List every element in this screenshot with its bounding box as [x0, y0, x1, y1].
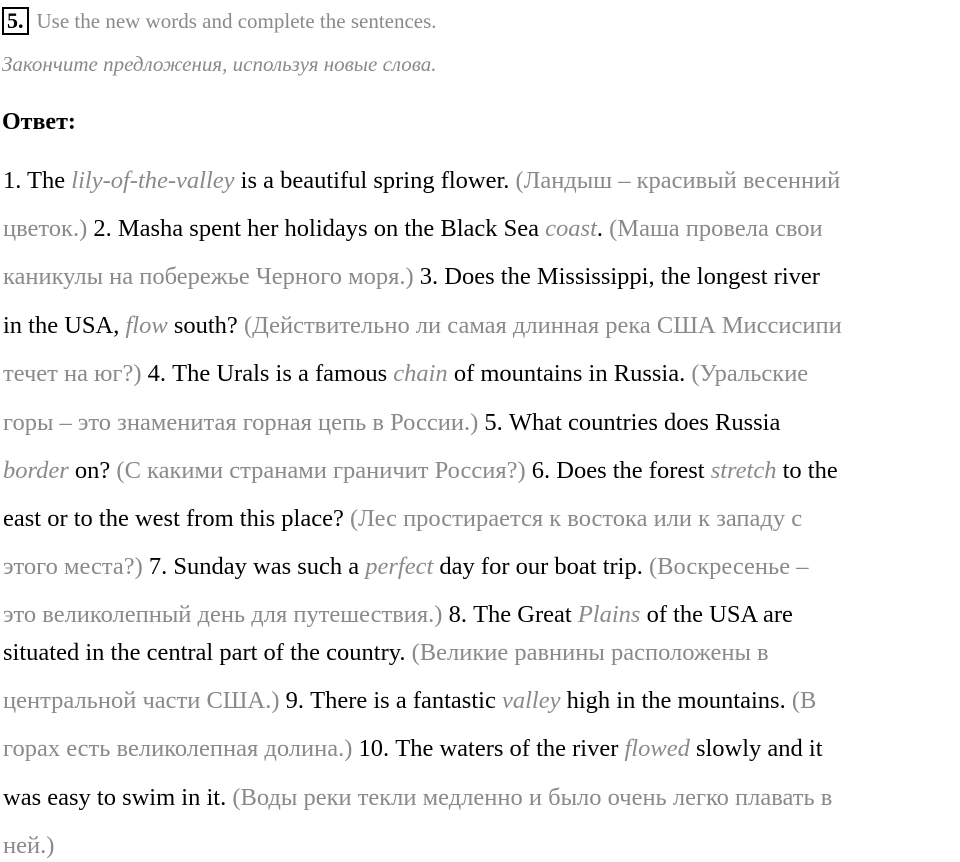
task-number: 5.	[2, 7, 29, 35]
translation-text: (Воскресенье –	[648, 553, 809, 580]
keyword: lily-of-the-valley	[71, 167, 235, 194]
answer-line	[3, 783, 832, 813]
translation-text: (Маша провела свои	[609, 215, 823, 242]
sentence-text: 7. Sunday was such a	[142, 553, 366, 580]
translation-text: ней.)	[3, 832, 55, 859]
keyword: Plains	[577, 601, 641, 628]
sentence-text: 5. What countries does Russia	[478, 409, 781, 436]
keyword: perfect	[365, 553, 434, 580]
sentence-text: of the USA are	[640, 601, 793, 628]
answer-line	[3, 552, 808, 582]
translation-text: (Воды реки текли медленно и было очень легко плавать в	[232, 784, 833, 811]
answer-line	[3, 408, 780, 438]
keyword: border	[3, 457, 69, 484]
answer-label: Ответ:	[2, 109, 76, 135]
sentence-text: 1. The	[3, 167, 72, 194]
translation-text: центральной части США.)	[3, 687, 280, 714]
translation-text: (Лес простирается к востока или к западу с	[349, 505, 803, 532]
keyword: stretch	[710, 457, 777, 484]
sentence-text: in the USA,	[3, 312, 126, 339]
translation-text: (Ландыш – красивый весенний	[515, 167, 841, 194]
sentence-text: slowly and it	[689, 735, 823, 762]
answer-line	[3, 311, 842, 341]
keyword: valley	[501, 687, 561, 714]
sentence-text: of mountains in Russia.	[447, 360, 692, 387]
keyword: coast	[545, 215, 597, 242]
translation-text: каникулы на побережье Черного моря.)	[3, 263, 414, 290]
sentence-text: 4. The Urals is a famous	[141, 360, 394, 387]
sentence-text: high in the mountains.	[560, 687, 792, 714]
answer-line	[3, 638, 769, 668]
answer-line	[3, 734, 823, 764]
task-instruction-ru: Закончите предложения, используя новые слова.	[2, 52, 437, 76]
sentence-text: 3. Does the Mississippi, the longest river	[413, 263, 820, 290]
translation-text: цветок.)	[3, 215, 88, 242]
sentence-text: 6. Does the forest	[525, 457, 711, 484]
translation-text: горах есть великолепная долина.)	[3, 735, 353, 762]
task-instruction-en: Use the new words and complete the sentences.	[36, 8, 437, 33]
sentence-text: day for our boat trip.	[433, 553, 649, 580]
keyword: chain	[393, 360, 448, 387]
sentence-text: south?	[167, 312, 244, 339]
sentence-text: 2. Masha spent her holidays on the Black Sea	[87, 215, 546, 242]
translation-text: (С какими странами граничит Россия?)	[116, 457, 526, 484]
answer-line	[3, 831, 54, 861]
sentence-text: was easy to swim in it.	[3, 784, 233, 811]
sentence-text: is a beautiful spring flower.	[234, 167, 516, 194]
answer-line	[3, 262, 820, 292]
answer-line	[3, 166, 840, 196]
translation-text: (В	[791, 687, 817, 714]
sentence-text: 8. The Great	[442, 601, 578, 628]
answer-line	[3, 456, 838, 486]
sentence-text: east or to the west from this place?	[3, 505, 350, 532]
sentence-text: 9. There is a fantastic	[279, 687, 502, 714]
translation-text: это великолепный день для путешествия.)	[3, 601, 443, 628]
answer-line	[3, 686, 816, 716]
sentence-text: to the	[776, 457, 838, 484]
translation-text: горы – это знаменитая горная цепь в России.)	[3, 409, 479, 436]
translation-text: этого места?)	[3, 553, 143, 580]
task-header	[2, 6, 437, 36]
keyword: flowed	[624, 735, 690, 762]
keyword: flow	[125, 312, 168, 339]
answer-line	[3, 214, 823, 244]
sentence-text: on?	[68, 457, 117, 484]
translation-text: (Великие равнины расположены в	[411, 639, 769, 666]
sentence-text: .	[596, 215, 610, 242]
translation-text: (Уральские	[691, 360, 809, 387]
translation-text: течет на юг?)	[3, 360, 142, 387]
translation-text: (Действительно ли самая длинная река США Миссисипи	[243, 312, 842, 339]
answer-line	[3, 600, 793, 630]
sentence-text: 10. The waters of the river	[352, 735, 625, 762]
sentence-text: situated in the central part of the country.	[3, 639, 412, 666]
answer-line	[3, 504, 802, 534]
answer-line	[3, 359, 808, 389]
